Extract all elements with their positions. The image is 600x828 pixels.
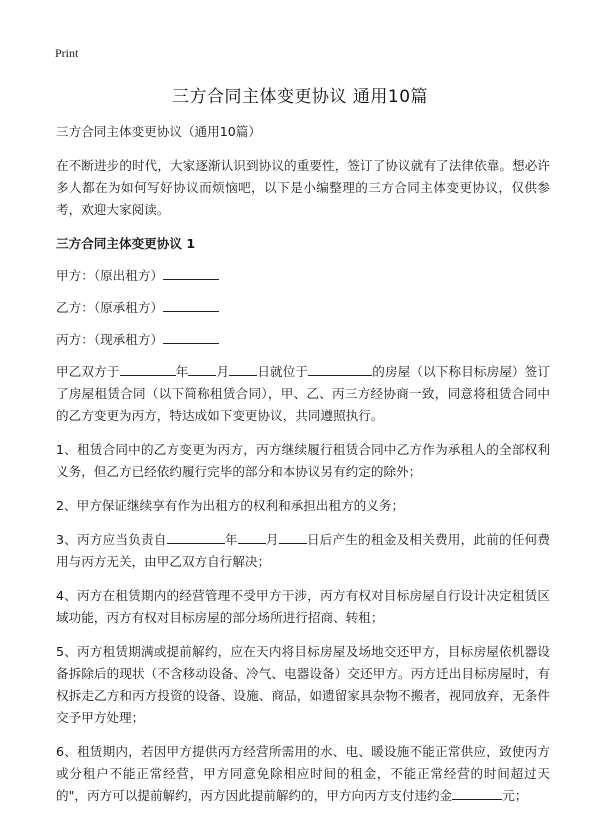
preamble-text: 年: [175, 364, 189, 379]
clause-text: 日后产生的租金及相关费用，此前的任何费用与丙方无关，由甲乙双方自行解决；: [56, 532, 551, 569]
blank-field: [163, 329, 219, 344]
blank-field: [238, 529, 266, 544]
blank-field: [308, 361, 372, 376]
blank-field: [452, 785, 502, 800]
blank-field: [229, 361, 257, 376]
document-body: [56, 121, 550, 819]
blank-field: [163, 297, 219, 312]
document-title: 三方合同主体变更协议 通用10篇: [171, 87, 429, 107]
party-b-label: 乙方：（原承租方）: [56, 300, 164, 315]
party-line-a: [56, 265, 550, 287]
blank-field: [120, 361, 176, 376]
preamble-text: 月: [216, 364, 230, 379]
blank-field: [167, 529, 225, 544]
party-line-c: [56, 329, 550, 351]
party-c-label: 丙方：（现承租方）: [56, 332, 164, 347]
preamble-text: 甲乙双方于: [56, 364, 120, 379]
clause-text: 年: [224, 532, 238, 547]
clause-text: 月: [265, 532, 279, 547]
section-title: 三方合同主体变更协议 1: [56, 236, 196, 251]
blank-field: [279, 529, 307, 544]
intro-paragraph: 在不断进步的时代，大家逐渐认识到协议的重要性，签订了协议就有了法律依靠。想必许多人都在为如何写好协议而烦恼吧，以下是小编整理的三方合同主体变更协议，仅供参考，欢迎大家阅读。: [56, 158, 550, 217]
document-subtitle: 三方合同主体变更协议（通用10篇）: [56, 124, 261, 139]
clause-text: 6、租赁期内，若因甲方提供丙方经营所需用的水、电、暖设施不能正常供应，致使丙方或分租户不能正常经营，甲方同意免除相应时间的租金，不能正常经营的时间超过天的"，丙方可以提前解约，丙方因此提前解约的，甲方向丙方支付违约金: [56, 744, 550, 803]
preamble-paragraph: [56, 361, 550, 427]
preamble-text: 的房屋（以下称目标房屋）签订了房屋租赁合同（以下简称租赁合同），甲、乙、丙三方经协商一致，同意将租赁合同中的乙方变更为丙方，特达成如下变更协议，共同遵照执行。: [56, 364, 551, 423]
clause-5: 5、丙方租赁期满或提前解约，应在天内将目标房屋及场地交还甲方，目标房屋依机器设备拆除后的现状（不含移动设备、冷气、电器设备）交还甲方。丙方迁出目标房屋时，有权拆走乙方和丙方投资的设备、设施、商品，如遗留家具杂物不搬者，视同放弃，无条件交予甲方处理；: [56, 644, 550, 725]
clause-6: [56, 741, 550, 807]
blank-field: [188, 361, 216, 376]
clause-3: [56, 529, 550, 573]
clause-text: 3、丙方应当负责自: [56, 532, 167, 547]
clause-text: 元；: [502, 788, 528, 803]
party-line-b: [56, 297, 550, 319]
party-a-label: 甲方：（原出租方）: [56, 268, 164, 283]
clause-4: 4、丙方在租赁期内的经营管理不受甲方干涉，丙方有权对目标房屋自行设计决定租赁区域功能，丙方有权对目标房屋的部分场所进行招商、转租；: [56, 588, 550, 625]
clause-2: 2、甲方保证继续享有作为出租方的权利和承担出租方的义务；: [56, 498, 405, 513]
print-link[interactable]: Print: [55, 46, 79, 60]
preamble-text: 日就位于: [257, 364, 309, 379]
clause-1: 1、租赁合同中的乙方变更为丙方，丙方继续履行租赁合同中乙方作为承租人的全部权利义务，但乙方已经依约履行完毕的部分和本协议另有约定的除外；: [56, 442, 550, 479]
blank-field: [163, 265, 219, 280]
